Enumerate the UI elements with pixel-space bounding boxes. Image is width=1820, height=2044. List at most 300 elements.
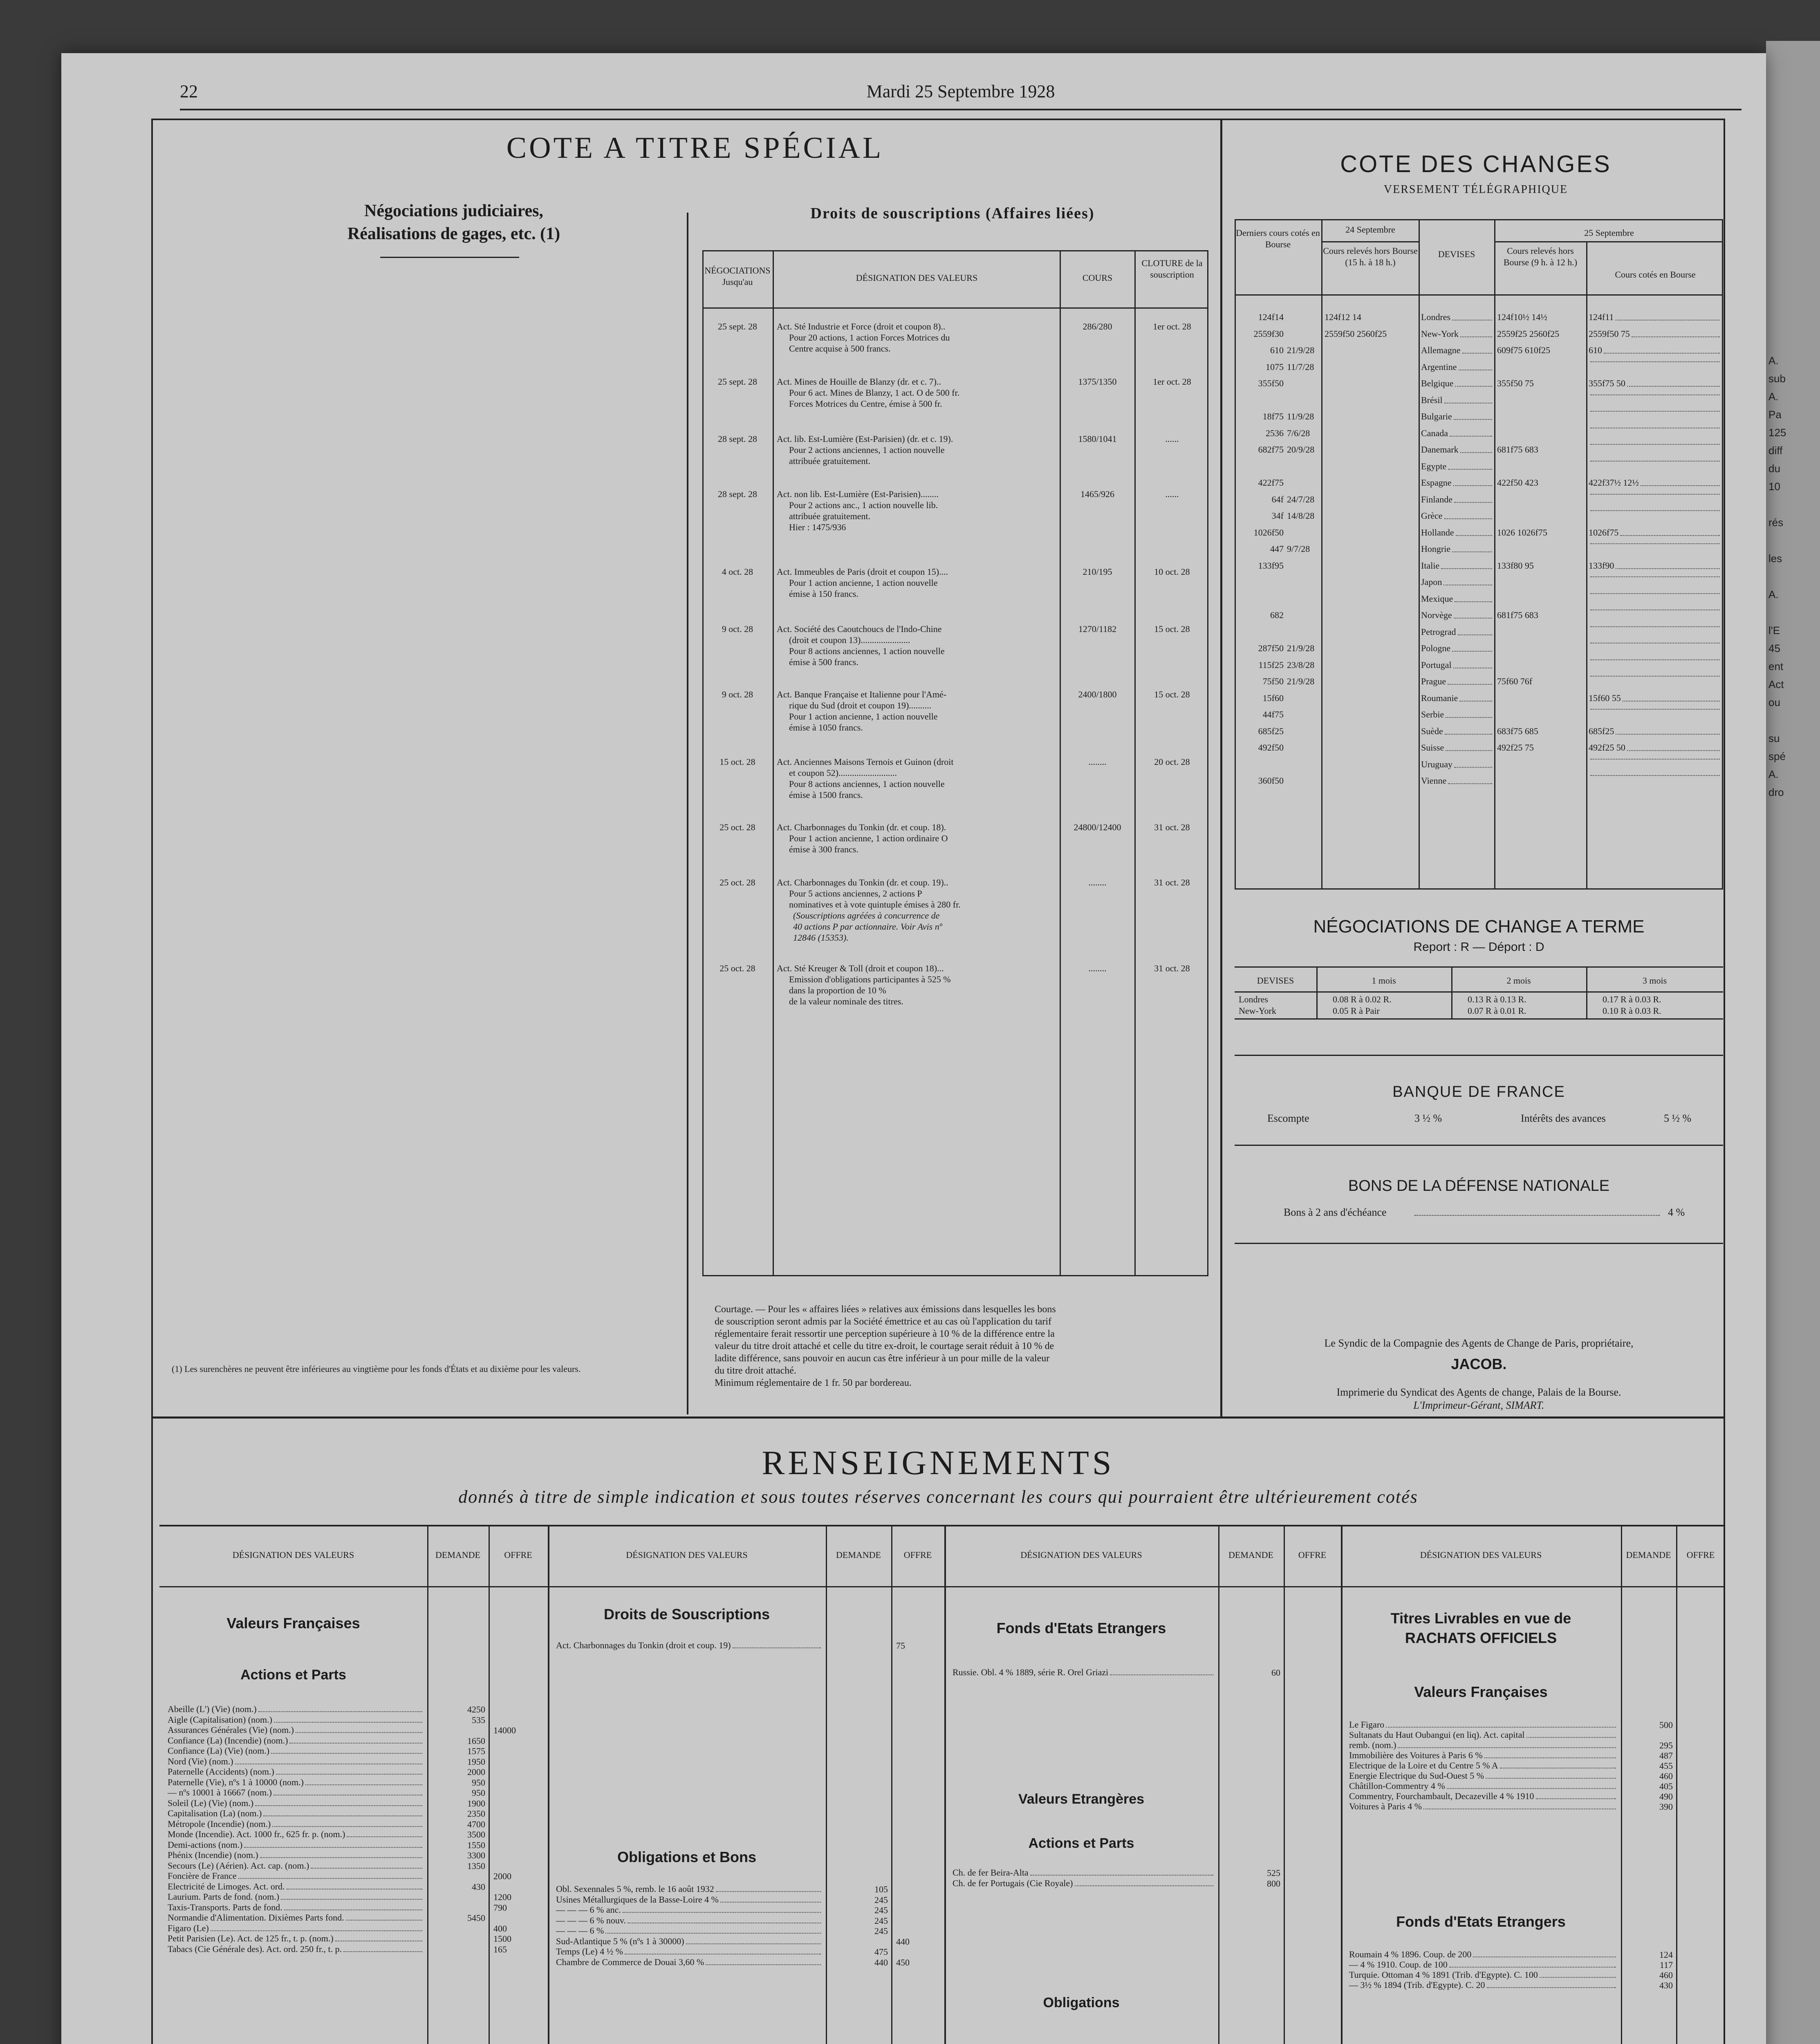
changes-25-bourse	[1589, 345, 1721, 356]
changes-devise-name: Finlande	[1421, 494, 1452, 504]
dot-leader	[1590, 659, 1720, 660]
c1-row	[168, 1756, 424, 1767]
changes-25-hors: 124f10½ 14½	[1497, 312, 1547, 322]
c4-row-name: Turquie. Ottoman 4 % 1891 (Trib. d'Egypte). C. 100	[1349, 1970, 1538, 1980]
c1-row-name: Soleil (Le) (Vie) (nom.)	[168, 1798, 254, 1808]
changes-derniers: 682f75	[1258, 444, 1284, 455]
c4-row-demande: 117	[1659, 1960, 1673, 1970]
changes-25-bourse	[1589, 411, 1721, 414]
droits-row-cloture: 20 oct. 28	[1154, 757, 1190, 767]
left-heading-1: Négociations judiciaires,	[364, 202, 543, 220]
changes-derniers: 75f50	[1262, 676, 1284, 686]
changes-head-25: 25 Septembre	[1584, 228, 1634, 238]
c2-section-heading: Droits de Souscriptions	[603, 1606, 770, 1623]
c2-row-offre: 450	[896, 1957, 910, 1968]
dot-leader	[1484, 1750, 1616, 1758]
changes-derniers: 682	[1270, 610, 1284, 620]
changes-devise-name: Petrograd	[1421, 627, 1456, 637]
dot-leader	[1590, 576, 1720, 577]
dot-leader	[1590, 510, 1720, 511]
changes-devise-name: Portugal	[1421, 660, 1452, 670]
cote-special-title: COTE A TITRE SPÉCIAL	[506, 131, 884, 165]
droits-row-cours: 210/195	[1083, 567, 1112, 577]
c3-row-demande: 800	[1267, 1878, 1280, 1889]
changes-devise	[1421, 394, 1494, 406]
droits-row-designation-line: attribuée gratuitement.	[789, 456, 871, 466]
c4-row-name: Sultanats du Haut Oubangui (en liq). Act. capital	[1349, 1730, 1525, 1740]
c1-row-demande: 950	[472, 1777, 485, 1788]
terme-londres-2m: 0.13 R à 0.13 R.	[1468, 994, 1526, 1004]
offre-divider	[891, 1525, 892, 2044]
c1-row-name: Phénix (Incendie) (nom.)	[168, 1850, 258, 1860]
droits-row-date: 9 oct. 28	[722, 624, 753, 634]
left-heading-2: Réalisations de gages, etc. (1)	[347, 224, 560, 243]
c2-row-offre: 440	[896, 1936, 910, 1947]
changes-25-hors: 75f60 76f	[1497, 676, 1533, 686]
dot-leader	[1462, 345, 1492, 354]
c4-row-demande: 405	[1659, 1781, 1673, 1791]
c1-row-name: Taxis-Transports. Parts de fond.	[168, 1902, 282, 1912]
changes-devise-name: Suède	[1421, 726, 1443, 736]
c4-row-demande: 490	[1659, 1791, 1673, 1802]
c3-row	[953, 1878, 1215, 1889]
dot-leader	[1455, 593, 1492, 602]
changes-date: 9/7/28	[1287, 544, 1310, 554]
changes-derniers: 64f	[1271, 494, 1284, 504]
c2-row	[556, 1957, 823, 1968]
changes-derniers: 2536	[1266, 428, 1284, 438]
droits-row-designation-line: Pour 6 act. Mines de Blanzy, 1 act. O de 500 fr.	[789, 388, 960, 398]
changes-devise-name: Italie	[1421, 560, 1440, 571]
c4-row	[1349, 1959, 1618, 1970]
dot-leader	[1458, 626, 1492, 635]
dot-leader	[276, 1766, 422, 1775]
bons-label: Bons à 2 ans d'échéance	[1284, 1206, 1387, 1218]
c1-row-name: Confiance (La) (Vie) (nom.)	[168, 1746, 270, 1756]
droits-row-designation-line: Act. Mines de Houille de Blanzy (dr. et c. 7)..	[777, 377, 941, 387]
dot-leader	[1446, 742, 1492, 751]
dot-leader	[347, 1829, 422, 1837]
c4-row	[1349, 1791, 1618, 1802]
changes-head-derniers: Derniers cours cotés en Bourse	[1236, 228, 1320, 249]
c1-row-name: Métropole (Incendie) (nom.)	[168, 1819, 271, 1829]
dot-leader	[686, 1936, 821, 1944]
c2-row-name: Chambre de Commerce de Douai 3,60 %	[556, 1957, 704, 1967]
dot-leader	[1486, 1771, 1616, 1779]
c3-row-name: Russie. Obl. 4 % 1889, série R. Orel Griazi	[953, 1667, 1109, 1677]
col-designation-header: DÉSIGNATION DES VALEURS	[1020, 1550, 1142, 1560]
c4-row-name: — 4 % 1910. Coup. de 100	[1349, 1959, 1448, 1970]
changes-25-hors: 681f75 683	[1497, 444, 1538, 455]
c4-sub-heading: Valeurs Françaises	[1414, 1683, 1548, 1700]
droits-row-date: 28 sept. 28	[718, 489, 757, 499]
changes-date: 24/7/28	[1287, 494, 1315, 504]
changes-devise	[1421, 659, 1494, 671]
droits-row-designation-line: émise à 1050 francs.	[789, 722, 863, 733]
c1-row-offre: 790	[493, 1903, 507, 1913]
column-divider	[548, 1525, 549, 2044]
dot-leader	[1453, 659, 1492, 668]
c1-row-name: Aigle (Capitalisation) (nom.)	[168, 1715, 272, 1725]
droits-row-cours: 1270/1182	[1078, 624, 1117, 634]
col-designation-header: DÉSIGNATION DES VALEURS	[232, 1550, 354, 1560]
changes-25-hors: 2559f25 2560f25	[1497, 329, 1560, 339]
c4-row-demande: 500	[1659, 1720, 1673, 1730]
changes-derniers: 422f75	[1258, 477, 1284, 488]
droits-row-date: 25 oct. 28	[719, 963, 755, 973]
changes-devise	[1421, 328, 1494, 340]
dot-leader	[1473, 1949, 1616, 1957]
droits-row-designation-line: émise à 150 francs.	[789, 589, 858, 599]
c4-row-demande: 487	[1659, 1750, 1673, 1761]
courtage-line: Minimum réglementaire de 1 fr. 50 par bordereau.	[715, 1378, 912, 1388]
c4-row-demande: 460	[1659, 1970, 1673, 1980]
droits-row-designation-line: Pour 8 actions anciennes, 1 action nouvelle	[789, 646, 945, 656]
dot-leader	[1487, 1980, 1616, 1988]
droits-row-designation-line: Act. Société des Caoutchoucs de l'Indo-Chine	[777, 624, 942, 634]
changes-25-bourse-value: 2559f50 75	[1589, 329, 1630, 339]
c2-row-demande: 105	[874, 1884, 888, 1894]
droits-row-designation-line: (droit et coupon 13)......................	[789, 635, 910, 645]
changes-derniers: 1075	[1266, 362, 1284, 372]
changes-devise	[1421, 494, 1494, 505]
dot-leader	[311, 1860, 422, 1869]
droits-row-cours: 1580/1041	[1078, 434, 1117, 444]
c1-row-demande: 430	[472, 1882, 485, 1892]
changes-derniers: 124f14	[1258, 312, 1284, 322]
changes-25-hors: 681f75 683	[1497, 610, 1538, 620]
droits-row-cloture: 15 oct. 28	[1154, 689, 1190, 699]
droits-row-cours: 24800/12400	[1074, 822, 1121, 832]
c4-row-name: Châtillon-Commentry 4 %	[1349, 1781, 1445, 1791]
changes-head-25-sub1: Cours relevés hors Bourse (9 h. à 12 h.)	[1503, 246, 1578, 267]
changes-derniers: 287f50	[1258, 643, 1284, 653]
changes-date: 14/8/28	[1287, 511, 1315, 521]
changes-devise-name: Bulgarie	[1421, 411, 1452, 421]
changes-25-bourse-value: 492f25 50	[1589, 742, 1625, 753]
c1-row	[168, 1923, 424, 1934]
col-demande-header: DEMANDE	[435, 1550, 480, 1560]
changes-head-devises: DEVISES	[1438, 249, 1475, 259]
dot-leader	[1590, 626, 1720, 627]
c4-row-demande: 460	[1659, 1771, 1673, 1781]
changes-devise-name: Hongrie	[1421, 544, 1451, 554]
changes-devise	[1421, 312, 1494, 323]
droits-row-cloture: 31 oct. 28	[1154, 963, 1190, 973]
changes-derniers: 492f50	[1258, 742, 1284, 753]
c1-row-name: — nºs 10001 à 16667 (nom.)	[168, 1787, 272, 1797]
changes-date: 21/9/28	[1287, 676, 1315, 686]
c1-sub-heading: Actions et Parts	[240, 1667, 346, 1683]
changes-25-bourse	[1589, 676, 1721, 679]
droits-row-designation-line: Act. Sté Industrie et Force (droit et coupon 8)..	[777, 321, 946, 332]
droits-row-designation-line: nominatives et à vote quintuple émises à 280 fr.	[789, 899, 961, 910]
dot-leader	[1590, 759, 1720, 760]
c1-row	[168, 1725, 424, 1735]
c2-row	[556, 1925, 823, 1936]
dot-leader	[1445, 726, 1492, 735]
c3-section-heading-2: Valeurs Etrangères	[1018, 1791, 1145, 1807]
c1-row-name: Monde (Incendie). Act. 1000 fr., 625 fr. p. (nom.)	[168, 1829, 345, 1839]
changes-devise	[1421, 361, 1494, 373]
changes-25-bourse	[1589, 626, 1721, 630]
changes-devise	[1421, 626, 1494, 638]
droits-row-date: 28 sept. 28	[718, 434, 757, 444]
c1-row	[168, 1787, 424, 1798]
c1-row	[168, 1829, 424, 1840]
demande-divider	[1218, 1525, 1219, 2044]
droits-row-designation-line: Act. Sté Kreuger & Toll (droit et coupon 18)...	[777, 963, 944, 973]
c2-row-name: — — — 6 % anc.	[556, 1905, 621, 1915]
c1-row-demande: 5450	[467, 1913, 485, 1923]
changes-25-bourse	[1589, 328, 1721, 340]
changes-24-sept: 124f12 14	[1325, 312, 1361, 322]
c2-row-demande: 475	[874, 1947, 888, 1957]
c4-row	[1349, 1750, 1618, 1761]
dot-leader	[1452, 643, 1492, 652]
changes-devise-name: Suisse	[1421, 742, 1444, 753]
c3-row	[953, 1667, 1215, 1678]
c4-row-name: Electrique de la Loire et du Centre 5 % A	[1349, 1760, 1498, 1771]
changes-devise	[1421, 560, 1494, 572]
changes-devise	[1421, 610, 1494, 621]
droits-row-date: 9 oct. 28	[722, 689, 753, 699]
banque-escompte-label: Escompte	[1267, 1112, 1309, 1124]
syndic-name: JACOB.	[1451, 1356, 1507, 1372]
dot-leader	[211, 1923, 422, 1931]
dot-leader	[1460, 444, 1492, 453]
dot-leader	[1110, 1667, 1213, 1675]
c4-row-demande: 455	[1659, 1761, 1673, 1771]
dot-leader	[623, 1905, 821, 1913]
changes-24-sept: 2559f50 2560f25	[1325, 329, 1387, 339]
changes-25-bourse	[1589, 428, 1721, 431]
dot-leader	[284, 1902, 422, 1910]
changes-date: 21/9/28	[1287, 345, 1315, 355]
changes-25-bourse	[1589, 361, 1721, 365]
c1-row-name: Assurances Générales (Vie) (nom.)	[168, 1725, 294, 1735]
changes-25-bourse-value: 15f60 55	[1589, 693, 1621, 703]
c1-row	[168, 1871, 424, 1881]
dot-leader	[1441, 560, 1492, 569]
droits-row-cloture: 31 oct. 28	[1154, 877, 1190, 888]
courtage-line: de souscription seront admis par la Société émettrice et au cas où l'application du tarif	[715, 1316, 1052, 1327]
dot-leader	[1454, 494, 1492, 503]
dot-leader	[343, 1944, 422, 1952]
changes-date: 21/9/28	[1287, 643, 1315, 653]
dot-leader	[1500, 1760, 1616, 1768]
c1-row	[168, 1735, 424, 1746]
offre-divider	[489, 1525, 490, 2044]
changes-devise-name: Brésil	[1421, 395, 1443, 405]
dot-leader	[346, 1912, 422, 1921]
col-desig-header: DÉSIGNATION DES VALEURS	[856, 273, 978, 283]
droits-row-designation-line: Act. Charbonnages du Tonkin (dr. et coup. 18).	[777, 822, 946, 832]
droits-row-designation-line: Pour 1 action ancienne, 1 action ordinaire O	[789, 833, 948, 843]
dot-leader	[1641, 477, 1720, 486]
dot-leader	[1398, 1740, 1616, 1748]
dot-leader	[1450, 428, 1492, 437]
changes-25-bourse	[1589, 693, 1721, 704]
droits-row-designation-line: Pour 2 actions anciennes, 1 action nouvelle	[789, 445, 945, 455]
terme-londres-3m: 0.17 R à 0.03 R.	[1603, 994, 1661, 1004]
droits-row-cloture: 1er oct. 28	[1153, 377, 1191, 387]
droits-row-cloture: ......	[1165, 434, 1179, 444]
c1-row-demande: 1650	[467, 1736, 485, 1746]
droits-row-designation-line: Pour 2 actions anc., 1 action nouvelle lib.	[789, 500, 938, 510]
syndic-line1: Le Syndic de la Compagnie des Agents de Change de Paris, propriétaire,	[1324, 1337, 1634, 1349]
dot-leader	[273, 1787, 422, 1795]
footnote: (1) Les surenchères ne peuvent être inférieures au vingtième pour les fonds d'États et au dixième pour les valeurs.	[172, 1364, 581, 1374]
changes-25-bourse	[1589, 494, 1721, 497]
banque-interets-label: Intérêts des avances	[1521, 1112, 1606, 1124]
c1-row	[168, 1881, 424, 1892]
page-date: Mardi 25 Septembre 1928	[866, 81, 1055, 101]
c4-row	[1349, 1771, 1618, 1781]
c1-row-demande: 2000	[467, 1767, 485, 1777]
droits-row-date: 15 oct. 28	[719, 757, 755, 767]
c1-row-name: Petit Parisien (Le). Act. de 125 fr., t. p. (nom.)	[168, 1933, 334, 1943]
terme-londres-1m: 0.08 R à 0.02 R.	[1333, 994, 1392, 1004]
changes-derniers: 34f	[1271, 511, 1284, 521]
dot-leader	[305, 1777, 422, 1785]
changes-devise-name: Japon	[1421, 577, 1442, 587]
changes-devise	[1421, 775, 1494, 787]
c1-row-name: Paternelle (Accidents) (nom.)	[168, 1766, 274, 1777]
changes-25-bourse	[1589, 312, 1721, 323]
dot-leader	[1526, 1730, 1616, 1738]
c2-row	[556, 1946, 823, 1957]
dot-leader	[1030, 1867, 1213, 1876]
dot-leader	[1444, 394, 1492, 403]
demande-divider	[1621, 1525, 1622, 2044]
changes-devise-name: Espagne	[1421, 477, 1452, 488]
c2-row-name: Obl. Sexennales 5 %, remb. le 16 août 1932	[556, 1884, 714, 1894]
droits-row-date: 25 sept. 28	[718, 321, 757, 332]
changes-head-24: 24 Septembre	[1345, 224, 1395, 235]
col-offre-header: OFFRE	[504, 1550, 532, 1560]
dot-leader	[1590, 676, 1720, 677]
c1-row-offre: 1200	[493, 1892, 511, 1902]
changes-devise	[1421, 742, 1494, 753]
droits-row-designation-line: Pour 1 action ancienne, 1 action nouvelle	[789, 578, 938, 588]
c1-row	[168, 1766, 424, 1777]
c2-row-name: — — — 6 % nouv.	[556, 1915, 626, 1925]
changes-25-bourse-value: 133f90	[1589, 560, 1614, 571]
dot-leader	[625, 1946, 821, 1954]
c4-row-name: Commentry, Fourchambault, Decazeville 4 % 1910	[1349, 1791, 1534, 1801]
changes-derniers: 18f75	[1262, 411, 1284, 421]
c1-row-offre: 14000	[493, 1725, 516, 1735]
changes-date: 7/6/28	[1287, 428, 1310, 438]
dot-leader	[258, 1704, 422, 1712]
dot-leader	[716, 1884, 821, 1892]
changes-devise	[1421, 593, 1494, 605]
c2-row-name: Usines Métallurgiques de la Basse-Loire 4 %	[556, 1894, 719, 1905]
c4-row	[1349, 1949, 1618, 1960]
changes-25-bourse	[1589, 510, 1721, 513]
column-divider	[1341, 1525, 1343, 2044]
c1-row-name: Nord (Vie) (nom.)	[168, 1756, 233, 1766]
changes-25-bourse	[1589, 394, 1721, 398]
changes-25-bourse	[1589, 543, 1721, 547]
dot-leader	[1452, 312, 1492, 320]
changes-devise-name: Prague	[1421, 676, 1446, 686]
changes-25-bourse	[1589, 659, 1721, 663]
c3-section-heading: Fonds d'Etats Etrangers	[996, 1620, 1166, 1636]
col-offre-header: OFFRE	[903, 1550, 932, 1560]
dot-leader	[1590, 543, 1720, 544]
dot-leader	[1632, 328, 1720, 337]
dot-leader	[287, 1881, 422, 1889]
dot-leader	[1590, 709, 1720, 710]
dot-leader	[263, 1808, 422, 1816]
changes-25-bourse	[1589, 560, 1721, 572]
dot-leader	[1454, 610, 1492, 619]
changes-devise-name: Mexique	[1421, 594, 1453, 604]
terme-head-3m: 3 mois	[1642, 975, 1667, 986]
dot-leader	[706, 1957, 821, 1965]
dot-leader	[281, 1892, 422, 1900]
col-offre-header: OFFRE	[1686, 1550, 1715, 1560]
changes-25-hors: 609f75 610f25	[1497, 345, 1551, 355]
c2-row	[556, 1640, 823, 1651]
dot-leader	[1616, 726, 1720, 735]
changes-25-bourse	[1589, 775, 1721, 778]
dot-leader	[1623, 693, 1720, 702]
changes-25-bourse	[1589, 643, 1721, 646]
c2-row	[556, 1936, 823, 1947]
dot-leader	[1453, 477, 1492, 486]
c1-row	[168, 1715, 424, 1725]
c4-row	[1349, 1719, 1618, 1730]
changes-25-bourse	[1589, 576, 1721, 580]
dot-leader	[1456, 527, 1492, 536]
c1-row	[168, 1892, 424, 1902]
changes-derniers: 360f50	[1258, 775, 1284, 786]
c4-row	[1349, 1740, 1618, 1750]
changes-devise	[1421, 643, 1494, 654]
c4-row	[1349, 1801, 1618, 1812]
droits-row-designation-line: et coupon 52)..........................	[789, 768, 897, 778]
c1-row-demande: 4250	[467, 1704, 485, 1715]
droits-row-cloture: 10 oct. 28	[1154, 567, 1190, 577]
changes-devise-name: Londres	[1421, 312, 1451, 322]
droits-row-designation-line: émise à 500 francs.	[789, 657, 858, 667]
offre-divider	[1284, 1525, 1285, 2044]
c1-row	[168, 1798, 424, 1809]
droits-row-designation-line: de la valeur nominale des titres.	[789, 996, 903, 1006]
c1-row-offre: 165	[493, 1944, 507, 1954]
dot-leader	[1454, 411, 1492, 420]
changes-devise-name: Belgique	[1421, 378, 1454, 388]
c4-row-name: Immobilière des Voitures à Paris 6 %	[1349, 1750, 1483, 1760]
changes-25-bourse	[1589, 461, 1721, 464]
c1-row	[168, 1933, 424, 1944]
c1-row-name: Tabacs (Cie Générale des). Act. ord. 250 fr., t. p.	[168, 1944, 342, 1954]
changes-25-bourse	[1589, 477, 1721, 489]
changes-derniers: 447	[1270, 544, 1284, 554]
droits-row-cours: ........	[1088, 963, 1107, 973]
dot-leader	[1448, 676, 1492, 685]
changes-derniers: 15f60	[1262, 693, 1284, 703]
dot-leader	[1444, 510, 1492, 519]
changes-25-hors: 683f75 685	[1497, 726, 1538, 736]
c1-row	[168, 1746, 424, 1756]
terme-newyork-2m: 0.07 R à 0.01 R.	[1468, 1006, 1526, 1016]
c2-row	[556, 1884, 823, 1894]
changes-devise	[1421, 510, 1494, 522]
